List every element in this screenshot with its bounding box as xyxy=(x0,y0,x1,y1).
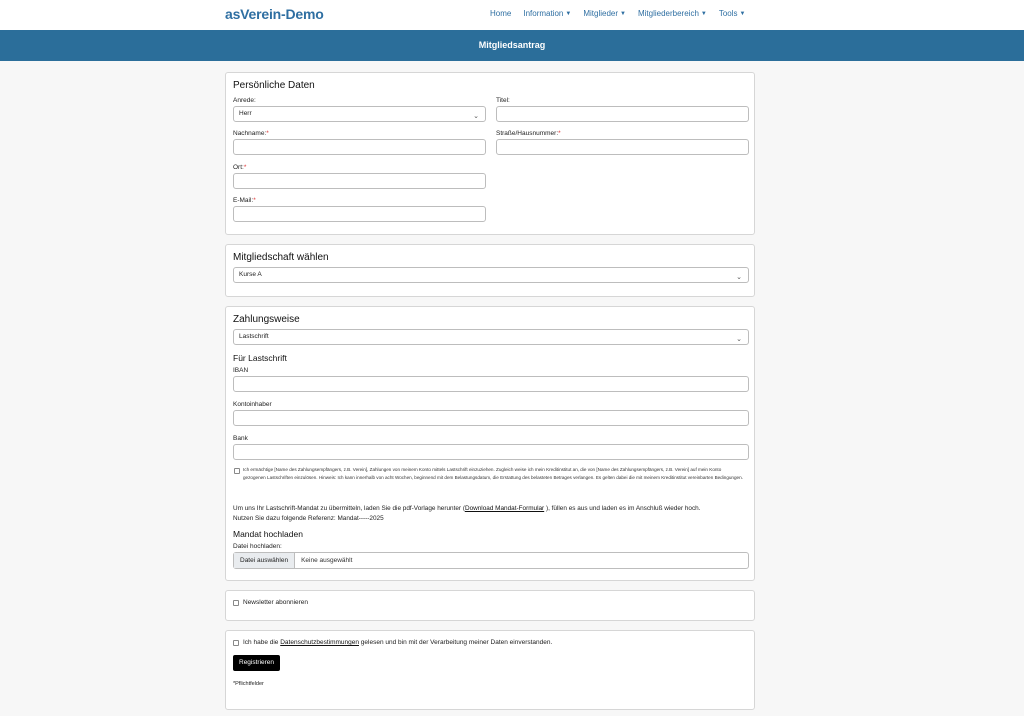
privacy-consent-text: Ich habe die Datenschutzbestimmungen gelesen und bin mit der Verarbeitung meiner Daten einverstanden. xyxy=(243,639,553,646)
nav-mitgliederbereich[interactable] xyxy=(638,9,707,18)
file-input[interactable] xyxy=(233,552,749,569)
newsletter-checkbox[interactable] xyxy=(233,600,239,606)
nav-mitglieder[interactable] xyxy=(583,9,626,18)
upload-heading: Mandat hochladen xyxy=(233,529,303,539)
chevron-down-icon: ⌄ xyxy=(736,336,742,343)
page-banner xyxy=(0,30,1024,61)
chevron-down-icon: ⌄ xyxy=(736,274,742,281)
bank-input[interactable] xyxy=(233,444,749,460)
membership-select[interactable] xyxy=(233,267,749,283)
mandate-reference: Nutzen Sie dazu folgende Referenz: Mandat-----2025 xyxy=(233,515,384,522)
nav-home[interactable] xyxy=(490,9,511,18)
caret-down-icon: ▼ xyxy=(739,10,746,17)
email-input[interactable] xyxy=(233,206,486,222)
lastschrift-subheading: Für Lastschrift xyxy=(233,353,287,363)
payment-card xyxy=(225,306,755,581)
ort-input[interactable] xyxy=(233,173,486,189)
chevron-down-icon: ⌄ xyxy=(473,113,479,120)
mandate-instruction: Um uns Ihr Lastschrift-Mandat zu übermitteln, laden Sie die pdf-Vorlage herunter (Download Mandat-Formular ), füllen es aus und laden es im Anschluß wieder hoch. xyxy=(233,505,701,512)
anrede-select[interactable] xyxy=(233,106,486,122)
mandate-consent-checkbox[interactable] xyxy=(234,468,240,474)
kontoinhaber-input[interactable] xyxy=(233,410,749,426)
file-status: Keine ausgewählt xyxy=(301,557,353,564)
consent-card xyxy=(225,630,755,710)
nav-information-label: Information xyxy=(523,9,564,18)
brand-logo[interactable]: asVerein-Demo xyxy=(225,6,324,22)
nav-tools[interactable] xyxy=(719,9,746,18)
nav-tools-label: Tools xyxy=(718,9,738,18)
personal-data-heading: Persönliche Daten xyxy=(233,80,315,91)
email-label: E-Mail:* xyxy=(233,197,256,204)
choose-file-button[interactable]: Datei auswählen xyxy=(234,553,295,568)
ort-label: Ort:* xyxy=(233,164,247,171)
iban-input[interactable] xyxy=(233,376,749,392)
payment-value: Lastschrift xyxy=(239,333,269,340)
mandate-consent-text: Ich ermächtige [Name des Zahlungsempfängers, z.B. Verein], Zahlungen von meinem Konto mittels Lastschrift einzuziehen. Zugleich weise ich mein Kreditinstitut an, die von [Name des Zahlungsempfängers, z.B. Verein] auf mein Konto gezogenen Lastschriften einzulösen. Hinweis: Ich kann innerhalb von acht Wochen, beginnend mit dem Belastungsdatum, die Erstattung des belasteten Betrages verlangen. Es gelten dabei die mit meinem Kreditinstitut vereinbarten Bedingungen. xyxy=(243,467,743,480)
top-navbar xyxy=(0,0,1024,30)
privacy-policy-link[interactable]: Datenschutzbestimmungen xyxy=(280,639,359,646)
membership-value: Kurse A xyxy=(239,271,262,278)
download-mandate-link[interactable]: Download Mandat-Formular xyxy=(464,505,545,512)
anrede-value: Herr xyxy=(239,110,252,117)
nachname-input[interactable] xyxy=(233,139,486,155)
register-button[interactable]: Registrieren xyxy=(233,655,280,671)
strasse-label: Straße/Hausnummer:* xyxy=(496,130,561,137)
payment-select[interactable] xyxy=(233,329,749,345)
membership-card xyxy=(225,244,755,297)
kontoinhaber-label: Kontoinhaber xyxy=(233,401,272,408)
caret-down-icon: ▼ xyxy=(700,10,707,17)
upload-label: Datei hochladen: xyxy=(233,543,282,550)
personal-data-card xyxy=(225,72,755,235)
strasse-input[interactable] xyxy=(496,139,749,155)
anrede-label: Anrede: xyxy=(233,97,256,104)
nachname-label: Nachname:* xyxy=(233,130,269,137)
required-fields-note: *Pflichtfelder xyxy=(233,681,264,687)
newsletter-label: Newsletter abonnieren xyxy=(243,599,309,606)
titel-input[interactable] xyxy=(496,106,749,122)
nav-mitglieder-label: Mitglieder xyxy=(583,9,619,18)
titel-label: Titel: xyxy=(496,97,510,104)
nav-home-label: Home xyxy=(490,9,512,18)
payment-heading: Zahlungsweise xyxy=(233,314,300,325)
membership-heading: Mitgliedschaft wählen xyxy=(233,252,329,263)
main-nav xyxy=(490,9,745,18)
iban-label: IBAN xyxy=(233,367,249,374)
bank-label: Bank xyxy=(233,435,248,442)
page-title: Mitgliedsantrag xyxy=(478,40,546,50)
newsletter-card xyxy=(225,590,755,621)
caret-down-icon: ▼ xyxy=(620,10,626,17)
caret-down-icon: ▼ xyxy=(565,10,572,17)
nav-information[interactable] xyxy=(523,9,571,18)
nav-mitgliederbereich-label: Mitgliederbereich xyxy=(637,9,699,18)
privacy-consent-checkbox[interactable] xyxy=(233,640,239,646)
